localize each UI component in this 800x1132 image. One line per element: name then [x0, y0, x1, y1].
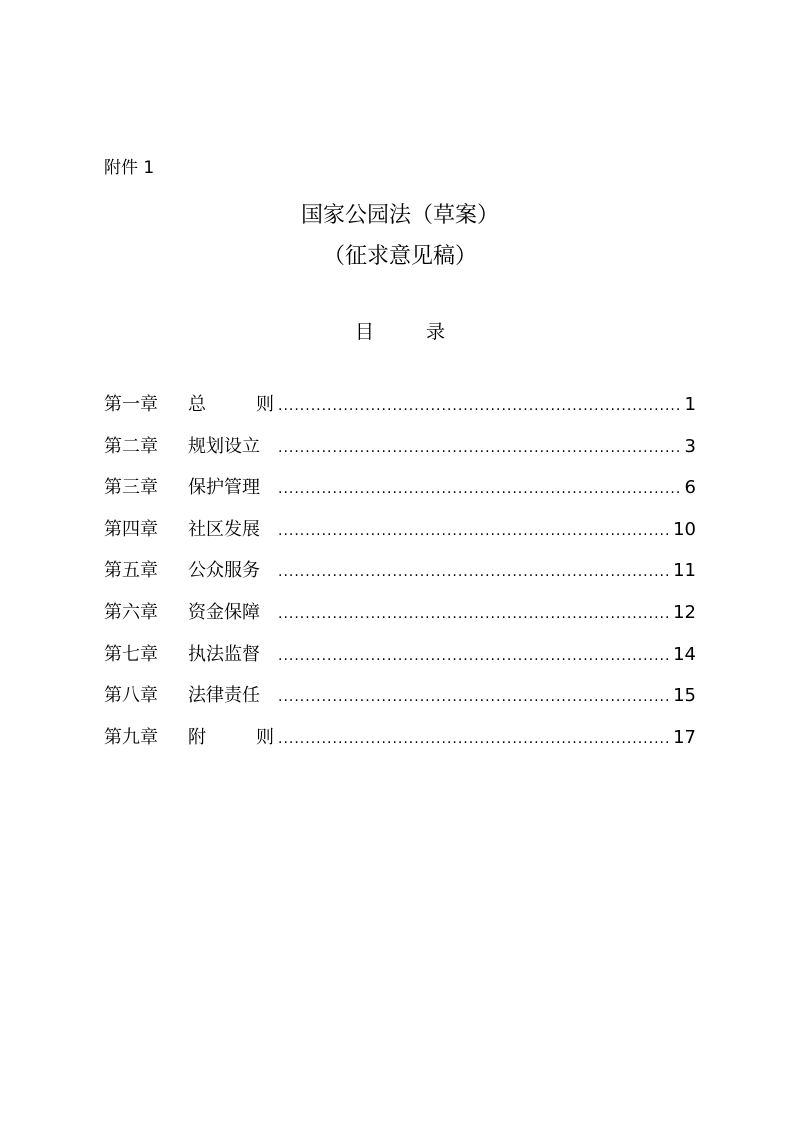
toc-entry[interactable]	[104, 723, 696, 765]
table-of-contents	[104, 390, 696, 764]
toc-chapter-name: 执法监督	[188, 643, 260, 665]
toc-chapter-name: 规划设立	[188, 435, 260, 457]
dot-leader	[278, 689, 669, 705]
toc-entry[interactable]	[104, 473, 696, 515]
toc-chapter-name: 社区发展	[188, 518, 260, 540]
name-part: 附	[188, 726, 206, 748]
toc-entry[interactable]	[104, 598, 696, 640]
toc-chapter-number: 第一章	[104, 394, 158, 415]
toc-chapter-number: 第五章	[104, 560, 158, 582]
toc-heading-part: 录	[426, 321, 446, 343]
toc-chapter-name	[188, 390, 274, 416]
toc-entry[interactable]	[104, 681, 696, 723]
toc-chapter-number: 第四章	[104, 518, 158, 540]
dot-leader	[278, 523, 669, 539]
name-part: 总	[188, 394, 206, 415]
attachment-label: 附件 1	[104, 158, 155, 178]
toc-entry[interactable]	[104, 556, 696, 598]
toc-page-number: 14	[673, 643, 696, 665]
toc-chapter-number: 第六章	[104, 601, 158, 623]
toc-page-number: 11	[673, 560, 696, 582]
name-part: 则	[256, 394, 274, 415]
toc-page-number: 17	[673, 726, 696, 748]
toc-chapter-name	[188, 723, 274, 749]
toc-page-number: 10	[673, 518, 696, 540]
dot-leader	[278, 440, 681, 456]
toc-chapter-name: 法律责任	[188, 685, 260, 707]
toc-chapter-number: 第九章	[104, 726, 158, 748]
toc-chapter-name: 保护管理	[188, 477, 260, 499]
toc-page-number: 3	[684, 435, 696, 457]
toc-page-number: 6	[684, 477, 696, 499]
dot-leader	[278, 606, 669, 622]
toc-chapter-number: 第二章	[104, 435, 158, 457]
toc-entry[interactable]	[104, 390, 696, 432]
toc-page-number: 15	[673, 685, 696, 707]
toc-entry[interactable]	[104, 515, 696, 557]
toc-chapter-name: 资金保障	[188, 601, 260, 623]
toc-heading	[0, 317, 800, 344]
document-title: 国家公园法（草案）	[300, 203, 499, 228]
toc-entry[interactable]	[104, 432, 696, 474]
dot-leader	[278, 481, 681, 497]
toc-page-number: 12	[673, 601, 696, 623]
dot-leader	[278, 398, 681, 414]
toc-chapter-number: 第七章	[104, 643, 158, 665]
document-subtitle: （征求意见稿）	[322, 244, 477, 269]
toc-chapter-name: 公众服务	[188, 560, 260, 582]
toc-chapter-number: 第八章	[104, 685, 158, 707]
toc-page-number: 1	[684, 394, 696, 415]
name-part: 则	[256, 726, 274, 748]
toc-entry[interactable]	[104, 640, 696, 682]
dot-leader	[278, 648, 669, 664]
toc-chapter-number: 第三章	[104, 477, 158, 499]
dot-leader	[278, 564, 669, 580]
dot-leader	[278, 731, 669, 747]
toc-heading-part: 目	[354, 321, 374, 343]
